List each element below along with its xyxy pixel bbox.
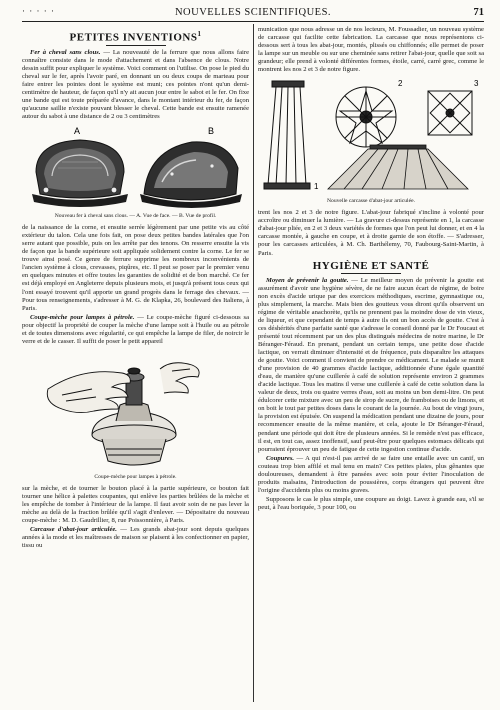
lampshade-frame-illustration (258, 77, 484, 197)
article-horseshoe-continued: de la naissance de la corne, et ensuite serrée légèrement par une petite vis au côté extérieur du talon. Cela une fois fait, on pose deux petites bandes latérales que l'on serre autant que possible, puis on les arrête par des tenons. On resserre ensuite la vis de façon que la bande supérieure soit appliquée solidement contre la corne. Le fer se trouve ainsi posé. Ce genre de ferrure supprime les nombreux inconvénients de l'ancien système à clous, crevasses, piqûres, etc. Il peut se poser par le premier venu en quelques minutes et offre toutes les garanties de solidité et de bon marché. Ce fer est déjà employé en Angleterre depuis plusieurs mois, et jusqu'à présent tous ceux qui l'ont essayé trouvent qu'il apporte un grand progrès dans le ferrage des chevaux. — Pour tous renseignements, s'adresser à M. G. de Klapka, 26, boulevard des Italiens, à Paris. (22, 224, 249, 312)
article-lampshade-continued: munication que nous adresse un de nos lecteurs, M. Foussadier, un nouveau système de carcasse qui facilite cette fabrication. La carcasse que nous représentons ci-dessous sert à tous les abat-jour, montés, plissés ou chiffonnés; elle permet de poser la lampe sur un meuble ou sur une cheminée sans retirer l'abat-jour, quelle que soit sa grandeur; elle prend à volonté différentes formes, étoile, carré, carré grec, comme le montrent les nos 2 et 3 de notre figure. (258, 26, 484, 74)
section-title-hygiene: HYGIÈNE ET SANTÉ (312, 259, 430, 272)
title-rule (106, 45, 166, 46)
column-divider (253, 24, 254, 702)
article-lead: Moyen de prévenir la goutte. (266, 276, 349, 284)
header-ornament: · · · · · (22, 6, 55, 16)
article-body: — Le coupe-mèche figuré ci-dessous sa pour objectif la propriété de couper la mèche d'une lampe soit à l'huile ou au pétrole et de toutes dimensions avec régularité, ce qui empêche la lampe de filer, de noircir le verre et de le casser. Il suffit de poser le petit appareil (22, 313, 249, 345)
figure-caption-wick-cutter: Coupe-mèche pour lampes à pétrole. (94, 473, 177, 480)
fig-label-a: A (74, 126, 81, 137)
fig-label-2: 2 (398, 79, 403, 89)
fig-label-b: B (208, 126, 215, 137)
header-title: NOUVELLES SCIENTIFIQUES. (174, 7, 332, 18)
figure-horseshoe (22, 124, 249, 212)
fig-label-1: 1 (314, 182, 319, 192)
title-rule (341, 273, 401, 274)
article-lampshade-frame (22, 526, 249, 550)
figure-caption-horseshoe: Nouveau fer à cheval sans clous. — A. Vue de face. — B. Vue de profil. (54, 213, 217, 220)
fig-label-3: 3 (474, 79, 479, 89)
article-body: — Le meilleur moyen de prévenir la goutte est assurément d'avoir une hygiène sévère, de ne faire aucun écart de régime, de boire non excès d'acide urique par des exercices méthodiques, escrime, gymnastique ou, plus simplement, la marche. Mais bien des goutteux vous diront qu'ils observent un régime de véritable anachorète, qu'ils ne prennent pas la moindre dose de vin vieux, de liqueur, et que cependant de temps à autre ils ont un bon accès de goutte. C'est à ces déshérités d'une parfaite santé que s'adresse le conseil donné par le Dr Foucaut et présenté tout récemment par un des plus distingués médecins de notre marine, le Dr Béranger-Féraud. En prenant, pendant un certain temps, une petite dose d'acide lactique, on verrait diminuer d'intensité et de fréquence, puis disparaître les attaques de goutte. Voici comment il convient de prendre ce médicament. Le malade se munit d'une provision de 40 grammes d'acide lactique, additionnée d'une égale quantité d'eau, de manière qu'une cuillerée à café de solution représente environ 2 grammes d'acide lactique. Tous les matins il verse une cuillerée à café de cette solution dans la valeur de deux, trois ou quatre verres d'eau, soit au moins un bon demi-litre. On peut édulcorer cette mixture avec un peu de sirop de sucre, de framboises ou de limons, et on boit le tout par petites doses dans le courant de la journée. Au bout de vingt jours, la provision est épuisée. On suspend la médication pendant une dizaine de jours, pour recommencer ensuite de la même manière, et cela, ajoute le Dr Béranger-Féraud, pendant une période qui doit être de plusieurs années. Si le remède n'est pas efficace, il est, en tout cas, assez inoffensif, sauf peut-être pour quelques estomacs délicats qui pourraient éprouver un peu de fatigue de cette ingestion continue d'acide. (258, 276, 484, 453)
article-lead: Carcasse d'abat-jour articulée. (30, 526, 117, 534)
article-lead: Fer à cheval sans clous. (30, 48, 101, 56)
figure-lampshade-frames (258, 77, 484, 197)
frame-star-shape (336, 87, 396, 147)
article-body: — Les grands abat-jour sont depuis quelques années à la mode et les maîtresses de maison se plaisent à les confectionner en papier, tissu ou (22, 526, 249, 550)
article-wick-cutter-continued: sur la mèche, et de tourner le bouton placé à la partie supérieure, ce bouton fait tourner une hélice à palettes coupantes, qui enlève les parties brûlées de la mèche et les empêche de tomber à l'intérieur de la lampe. Il faut avoir soin de ne pas lever la mèche au delà de la fraction brûlée qu'il s'agit d'enlever. — Dépositaire du nouveau coupe-mèche : M. D. Gaudrillier, 8, rue Poissonnière, à Paris. (22, 484, 249, 525)
wick-cutter-illustration (22, 349, 249, 473)
page-number: 71 (473, 7, 484, 18)
article-lead: Coupures. (266, 454, 295, 462)
right-column (258, 26, 484, 513)
horseshoe-illustration (22, 124, 249, 212)
article-wick-cutter (22, 314, 249, 346)
article-body: — La nouveauté de la ferrure que nous allons faire connaître consiste dans le mode d'attachement et dans l'absence de clous. Notre dessin suffit pour expliquer le système. Voici comment on l'utilise. On pose le pied du cheval sur le fer, après l'avoir paré, en donnant un ou deux coups de marteau pour faire entrer les pointes dont le système est muni; ces pointes n'ont qu'un demi-centimètre de hauteur, de façon qu'il n'y ait aucun jour entre le sabot et le fer. On fixe une bande qui est toute préparée d'avance, dans le montant intérieur du fer, de façon qu'aucune saillie n'existe pouvant blesser le cheval. Cette bande est ensuite ramenée autour du sabot à une distance de 2 ou 3 centimètres (22, 48, 249, 121)
figure-caption-lampshade: Nouvelle carcasse d'abat-jour articulée. (327, 198, 415, 205)
article-horseshoe (22, 49, 249, 121)
article-body: — A qui n'est-il pas arrivé de se faire une entaille avec un canif, un couteau trop bien affilé et mal tenu en main? Ces petites plaies, plus gênantes que douloureuses, demandent à être pansées avec soin pour éviter l'inoculation de produits malsains, l'introduction de poussières, corps étrangers qui peuvent être l'origine d'accidents plus ou moins graves. (258, 454, 484, 494)
section-note-marker: 1 (197, 30, 202, 38)
section-title-inventions: PETITES INVENTIONS$^1$ (69, 30, 202, 44)
article-cuts (258, 455, 484, 495)
page-header (22, 6, 484, 22)
article-lead: Coupe-mèche pour lampes à pétrole. (30, 313, 135, 321)
article-cuts-continued: Supposons le cas le plus simple, une coupure au doigt. Lavez à grande eau, s'il se peut, à l'eau boriquée, 3 pour 100, ou (258, 495, 484, 511)
figure-wick-cutter (22, 349, 249, 473)
article-gout (258, 277, 484, 454)
left-column (22, 26, 249, 551)
article-lampshade-end: trent les nos 2 et 3 de notre figure. L'abat-jour fabriqué s'incline à volonté pour accroître ou diminuer la lumière. — La gravure ci-dessus représente en 1, la carcasse d'abat-jour pliée, en 2 et 3 deux variétés de formes que l'on peut lui donner, et en 4 la carcasse montée, à gauche en coupe, et à droite garnie de son étoffe. — S'adresser, pour les carcasses articulées, à M. Ch. Barthélemy, 70, Faubourg-Saint-Martin, à Paris. (258, 209, 484, 257)
